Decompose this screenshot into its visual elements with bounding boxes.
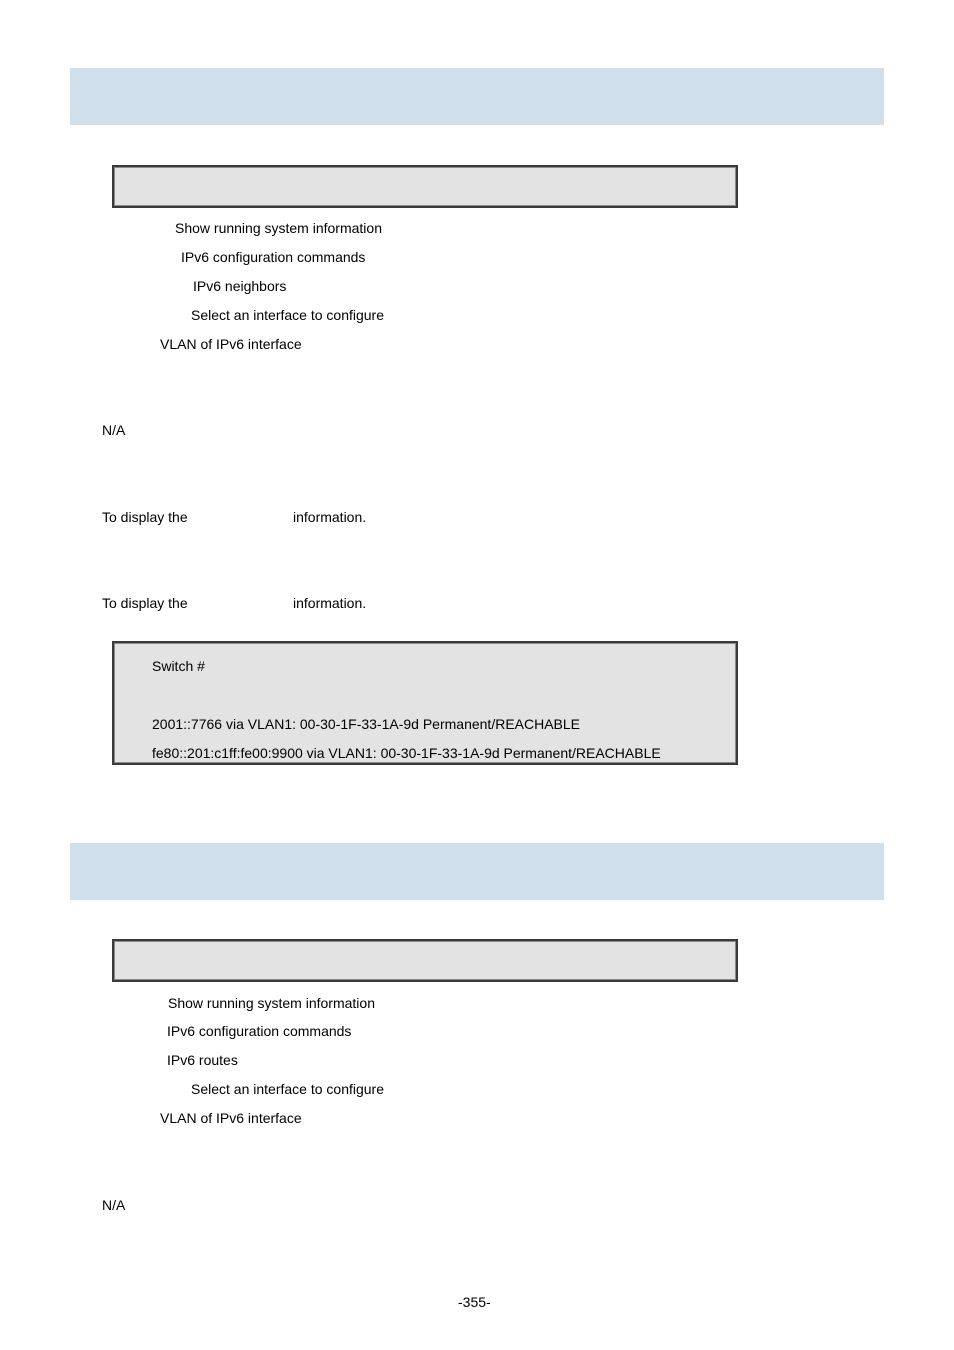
section-2-param-routes: IPv6 routes	[167, 1052, 238, 1068]
example-neighbor-line-1: 2001::7766 via VLAN1: 00-30-1F-33-1A-9d Permanent/REACHABLE	[152, 716, 581, 732]
section-2-default-value: N/A	[102, 1197, 126, 1213]
section-2-param-interface: Select an interface to configure	[191, 1081, 385, 1097]
section-1-usage-prefix: To display the	[102, 509, 188, 525]
section-1-param-ipv6: IPv6 configuration commands	[181, 249, 366, 265]
section-2-heading-banner	[70, 843, 884, 900]
section-1-heading-banner	[70, 68, 884, 125]
section-2-param-ipv6: IPv6 configuration commands	[167, 1023, 352, 1039]
section-1-usage-suffix: information.	[293, 509, 367, 525]
page-number: -355-	[458, 1294, 491, 1310]
section-2-param-show: Show running system information	[168, 995, 375, 1011]
section-1-param-neighbors: IPv6 neighbors	[193, 278, 287, 294]
section-1-param-vlan: VLAN of IPv6 interface	[160, 336, 302, 352]
section-2-command-box	[112, 939, 738, 982]
section-1-param-show: Show running system information	[175, 220, 382, 236]
section-1-param-interface: Select an interface to configure	[191, 307, 385, 323]
section-1-command-box	[112, 165, 738, 208]
section-2-param-vlan: VLAN of IPv6 interface	[160, 1110, 302, 1126]
section-1-example-intro-suffix: information.	[293, 595, 367, 611]
example-neighbor-line-2: fe80::201:c1ff:fe00:9900 via VLAN1: 00-30-1F-33-1A-9d Permanent/REACHABLE	[152, 745, 661, 761]
example-prompt: Switch #	[152, 658, 205, 674]
section-1-default-value: N/A	[102, 422, 126, 438]
section-1-example-intro-prefix: To display the	[102, 595, 188, 611]
